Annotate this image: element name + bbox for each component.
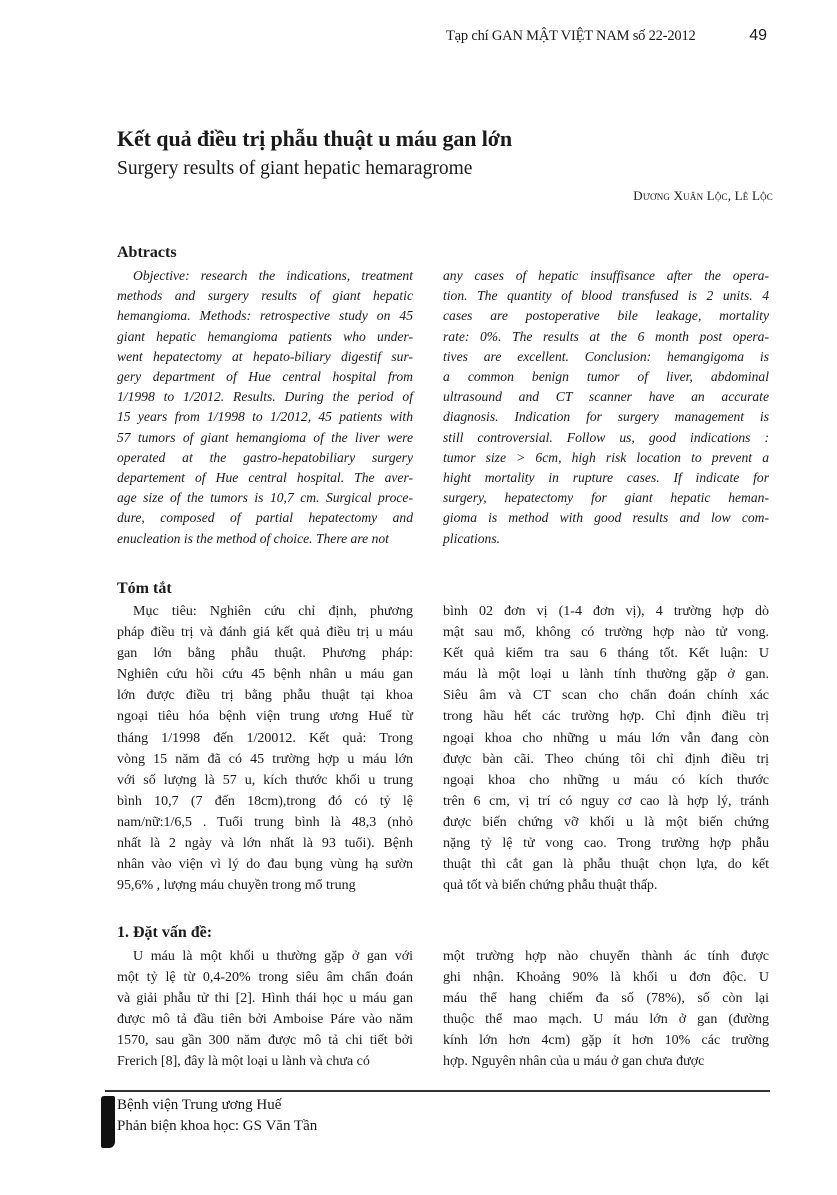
section-1-heading: 1. Đặt vấn đề: bbox=[117, 924, 213, 941]
text-line: giant hepatic hemangioma patients who under- bbox=[117, 328, 413, 344]
text-line: thuộc thể mao mạch. U máu lớn ở gan (đường bbox=[443, 1012, 769, 1028]
text-line: được mô tả đầu tiên bởi Amboise Páre vào năm bbox=[117, 1012, 413, 1028]
text-line: 57 tumors of giant hemangioma of the liver were bbox=[117, 429, 413, 445]
section-1-left-column bbox=[117, 946, 413, 1073]
page-number: 49 bbox=[749, 27, 767, 44]
text-line: ngoại khoa cho những u máu có kích thước bbox=[443, 772, 769, 788]
text-line: Objective: research the indications, treatment bbox=[133, 268, 413, 283]
text-line: tives are excellent. Conclusion: hemangigoma is bbox=[443, 348, 769, 364]
text-line: mật sau mổ, không có trường hợp nào tử vong. bbox=[443, 625, 769, 641]
text-line: diagnosis. Indication for surgery management is bbox=[443, 409, 769, 425]
text-line: trên 6 cm, vị trí có nguy cơ cao là hợp lý, tránh bbox=[443, 793, 769, 809]
text-line: ngoại tiêu hóa bệnh viện trung ương Huế từ bbox=[117, 709, 413, 725]
text-line: enucleation is the method of choice. There are not bbox=[117, 530, 389, 546]
text-line: a common benign tumor of liver, abdominal bbox=[443, 369, 769, 385]
text-line: hight mortality in rupture cases. If indicate for bbox=[443, 470, 769, 486]
text-line: rate: 0%. The results at the 6 month post opera- bbox=[443, 328, 769, 344]
text-line: nặng tỷ lệ tử vong cao. Trong trường hợp phẫu bbox=[443, 836, 769, 852]
article-title-vietnamese: Kết quả điều trị phẫu thuật u máu gan lớn bbox=[117, 126, 513, 151]
text-line: 95,6% , lượng máu chuyền trong mổ trung bbox=[117, 878, 356, 894]
text-line: được bàn cãi. Theo chúng tôi chỉ định điều trị bbox=[443, 751, 769, 767]
section-1-right-column bbox=[443, 946, 769, 1073]
affiliation-footnote: Bệnh viện Trung ương Huế bbox=[117, 1097, 282, 1113]
text-line: ghi nhận. Khoảng 90% là khối u đơn độc. U bbox=[443, 970, 769, 986]
text-line: cases are postoperative bile leakage, mortality bbox=[443, 308, 769, 324]
text-line: tumor size > 6cm, high risk location to prevent a bbox=[443, 449, 769, 465]
journal-name: Tạp chí GAN MẬT VIỆT NAM số 22-2012 bbox=[446, 28, 696, 44]
text-line: operated at the gastro-hepatobiliary surgery bbox=[117, 449, 413, 465]
text-line: 1/1998 to 1/2012. Results. During the period of bbox=[117, 389, 413, 405]
text-line: ngoại khoa cho những u máu lớn vẫn đang còn bbox=[443, 730, 769, 746]
text-line: age size of the tumors is 10,7 cm. Surgical proce- bbox=[117, 490, 413, 506]
text-line: nhân vào viện vì lý do đau bụng vùng hạ sườn bbox=[117, 857, 413, 873]
text-line: hemangioma. Methods: retrospective study on 45 bbox=[117, 308, 413, 324]
text-line: nam/nữ:1/6,5 . Tuổi trung bình là 48,3 (nhỏ bbox=[117, 814, 413, 830]
summary-left-column bbox=[117, 601, 413, 896]
text-line: departement of Hue central hospital. The aver- bbox=[117, 470, 413, 486]
text-line: bình 10,7 (7 đến 18cm),trong đó có tỷ lệ bbox=[117, 793, 413, 809]
text-line: 1570, sau gần 300 năm được mô tả chi tiết bởi bbox=[117, 1033, 413, 1049]
text-line: gan lớn bằng phẫu thuật. Phương pháp: bbox=[117, 646, 413, 662]
text-line: bình 02 đơn vị (1-4 đơn vị), 4 trường hợp dò bbox=[443, 604, 769, 619]
text-line: vòng 15 năm đã có 45 trường hợp u máu lớn bbox=[117, 751, 413, 767]
summary-heading: Tóm tắt bbox=[117, 580, 172, 597]
text-line: quả tốt và biến chứng phẫu thuật thấp. bbox=[443, 878, 658, 894]
text-line: U máu là một khối u thường gặp ở gan với bbox=[133, 949, 413, 964]
summary-right-column bbox=[443, 601, 769, 896]
text-line: Siêu âm và CT scan cho chẩn đoán chính xác bbox=[443, 688, 769, 704]
abstract-left-column bbox=[117, 266, 413, 549]
footnote-divider bbox=[105, 1090, 770, 1092]
abstract-heading: Abtracts bbox=[117, 244, 177, 261]
text-line: still controversial. Follow us, good indications : bbox=[443, 429, 769, 445]
text-line: một trường hợp nào chuyển thành ác tính được bbox=[443, 949, 769, 964]
text-line: Kết quả kiểm tra sau 6 tháng tốt. Kết luận: U bbox=[443, 646, 769, 662]
text-line: Frerich [8], đây là một loại u lành và chưa có bbox=[117, 1054, 370, 1070]
text-line: gery department of Hue central hospital from bbox=[117, 369, 413, 385]
text-line: lớn được điều trị bằng phẫu thuật tại khoa bbox=[117, 688, 413, 704]
text-line: Nghiên cứu hồi cứu 45 bệnh nhân u máu gan bbox=[117, 667, 413, 683]
authors: Dương Xuân Lộc, Lê Lộc bbox=[633, 188, 773, 203]
text-line: và giải phẫu tử thi [2]. Hình thái học u máu gan bbox=[117, 991, 413, 1007]
text-line: thuật thì cắt gan là phẫu thuật chọn lựa, do kết bbox=[443, 857, 769, 873]
text-line: dure, composed of partial hepatectomy and bbox=[117, 510, 413, 526]
text-line: pháp điều trị và đánh giá kết quả điều trị u máu bbox=[117, 625, 413, 641]
text-line: plications. bbox=[443, 530, 501, 546]
text-line: nhất là 2 ngày và lớn nhất là 93 tuổi). Bệnh bbox=[117, 836, 413, 852]
text-line: tion. The quantity of blood transfused is 2 units. 4 bbox=[443, 288, 769, 304]
text-line: Mục tiêu: Nghiên cứu chỉ định, phương bbox=[133, 604, 413, 619]
text-line: methods and surgery results of giant hepatic bbox=[117, 288, 413, 304]
text-line: máu là một loại u lành tính thường gặp ở gan. bbox=[443, 667, 769, 683]
scan-artifact bbox=[101, 1096, 115, 1148]
text-line: gioma is method with good results and low com- bbox=[443, 510, 769, 526]
running-header bbox=[446, 28, 777, 48]
text-line: kính lớn hơn 4cm) gặp ít hơn 10% các trường bbox=[443, 1033, 769, 1049]
text-line: any cases of hepatic insuffisance after the opera- bbox=[443, 268, 769, 283]
article-title-english: Surgery results of giant hepatic hemaragrome bbox=[117, 158, 473, 179]
abstract-right-column bbox=[443, 266, 769, 549]
reviewer-footnote: Phản biện khoa học: GS Văn Tần bbox=[117, 1118, 318, 1134]
text-line: 15 years from 1/1998 to 1/2012, 45 patients with bbox=[117, 409, 413, 425]
text-line: máu thể hang chiếm đa số (78%), số còn lại bbox=[443, 991, 769, 1007]
text-line: surgery, hepatectomy for giant hepatic heman- bbox=[443, 490, 769, 506]
text-line: trong hầu hết các trường hợp. Chỉ định điều trị bbox=[443, 709, 769, 725]
text-line: một tỷ lệ từ 0,4-20% trong siêu âm chẩn đoán bbox=[117, 970, 413, 986]
text-line: với số lượng là 57 u, kích thước khối u trung bbox=[117, 772, 413, 788]
text-line: được biến chứng vỡ khối u là một biến chứng bbox=[443, 814, 769, 830]
text-line: tháng 1/1998 đến 1/20012. Kết quả: Trong bbox=[117, 730, 413, 746]
text-line: went hepatectomy at hepato-biliary digestif sur- bbox=[117, 348, 413, 364]
text-line: hợp. Nguyên nhân của u máu ở gan chưa được bbox=[443, 1054, 705, 1070]
text-line: ultrasound and CT scanner have an accurate bbox=[443, 389, 769, 405]
